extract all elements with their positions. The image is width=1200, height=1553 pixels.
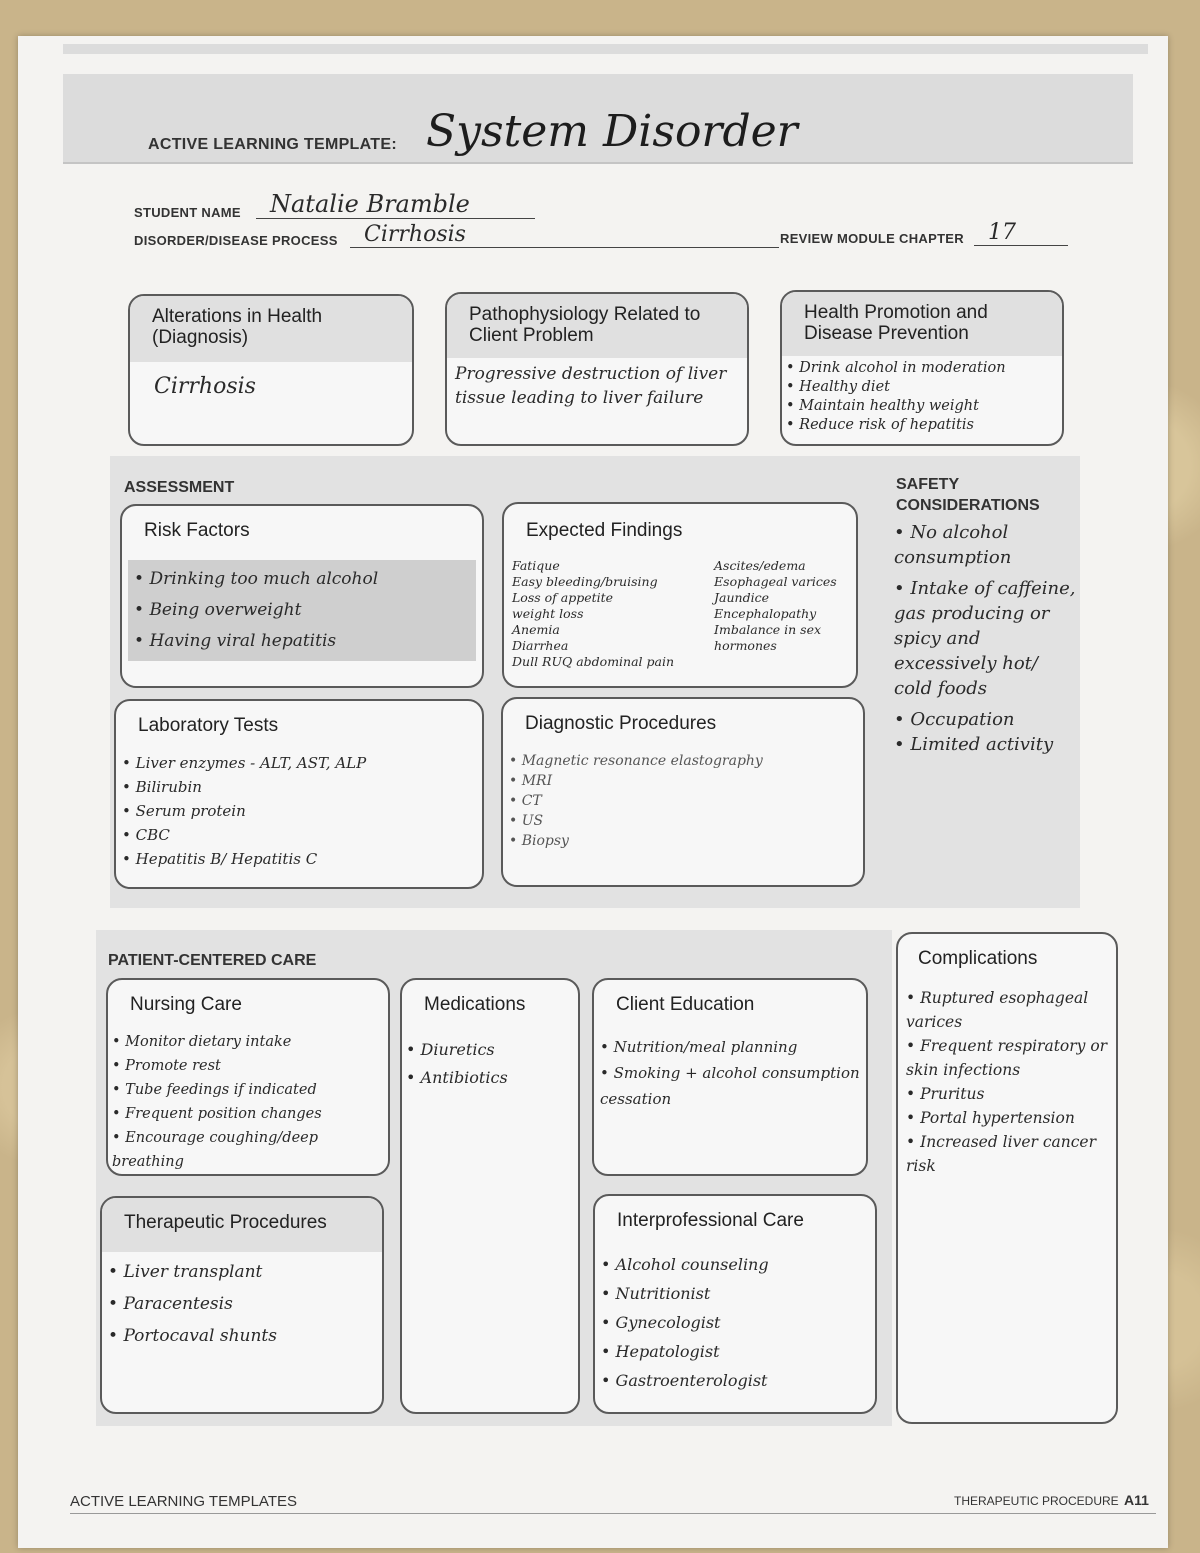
finding-item: weight loss xyxy=(512,606,584,621)
safety-item: • Intake of caffeine, gas producing or spicy and excessively hot/ cold foods xyxy=(894,578,1076,699)
medications-title: Medications xyxy=(424,994,526,1015)
pathophysiology-body: Progressive destruction of liver tissue leading to liver failure xyxy=(455,364,727,408)
therapeutic-procedure-item: • Paracentesis xyxy=(108,1288,376,1320)
medication-item: • Antibiotics xyxy=(406,1064,574,1092)
disorder-label: DISORDER/DISEASE PROCESS xyxy=(134,233,338,248)
complication-item: • Portal hypertension xyxy=(906,1106,1112,1130)
nursing-care-title: Nursing Care xyxy=(130,994,242,1015)
finding-item: Dull RUQ abdominal pain xyxy=(512,654,675,669)
safety-item: • Limited activity xyxy=(894,734,1054,755)
interprofessional-care-box xyxy=(593,1194,877,1414)
risk-factor-item: • Having viral hepatitis xyxy=(134,626,470,657)
nursing-care-item: • Monitor dietary intake xyxy=(112,1030,384,1054)
complication-item: • Frequent respiratory or skin infections xyxy=(906,1034,1112,1082)
nursing-care-item: • Frequent position changes xyxy=(112,1102,384,1126)
footer-left: ACTIVE LEARNING TEMPLATES xyxy=(70,1493,297,1510)
finding-item: Easy bleeding/bruising xyxy=(512,574,658,589)
alterations-title: Alterations in Health (Diagnosis) xyxy=(130,296,412,362)
footer-page-number: A11 xyxy=(1124,1492,1149,1508)
interprofessional-care-title: Interprofessional Care xyxy=(617,1210,804,1231)
risk-factors-title: Risk Factors xyxy=(144,520,250,541)
diagnostic-item: • CT xyxy=(509,791,857,811)
health-promotion-title: Health Promotion and Disease Prevention xyxy=(782,292,1062,356)
top-band xyxy=(63,44,1148,54)
lab-test-item: • CBC xyxy=(122,823,476,847)
health-promotion-box xyxy=(780,290,1064,446)
assessment-label: ASSESSMENT xyxy=(124,479,235,496)
chapter-label: REVIEW MODULE CHAPTER xyxy=(780,231,964,246)
laboratory-tests-box xyxy=(114,699,484,889)
chapter-value: 17 xyxy=(974,220,1068,246)
client-education-title: Client Education xyxy=(616,994,755,1015)
finding-item: Jaundice xyxy=(714,590,769,605)
pathophysiology-box xyxy=(445,292,749,446)
safety-item: • No alcohol consumption xyxy=(894,522,1012,568)
therapeutic-procedures-title: Therapeutic Procedures xyxy=(102,1198,382,1252)
safety-label: SAFETY CONSIDERATIONS xyxy=(896,476,1040,514)
template-page xyxy=(18,36,1168,1548)
health-promotion-item: • Reduce risk of hepatitis xyxy=(786,416,1058,435)
footer-right: THERAPEUTIC PROCEDURE xyxy=(954,1494,1119,1508)
laboratory-tests-title: Laboratory Tests xyxy=(138,715,279,736)
health-promotion-item: • Drink alcohol in moderation xyxy=(786,359,1058,378)
student-name-label: STUDENT NAME xyxy=(134,205,241,220)
client-education-item: • Nutrition/meal planning xyxy=(600,1034,860,1060)
interprofessional-item: • Alcohol counseling xyxy=(601,1250,869,1279)
interprofessional-item: • Gynecologist xyxy=(601,1308,869,1337)
student-name-value: Natalie Bramble xyxy=(256,190,535,219)
template-label: ACTIVE LEARNING TEMPLATE: xyxy=(148,136,397,153)
nursing-care-box xyxy=(106,978,390,1176)
diagnostic-procedures-title: Diagnostic Procedures xyxy=(525,713,717,734)
risk-factor-item: • Being overweight xyxy=(134,595,470,626)
finding-item: Encephalopathy xyxy=(714,606,817,621)
lab-test-item: • Bilirubin xyxy=(122,775,476,799)
complications-box xyxy=(896,932,1118,1424)
health-promotion-item: • Maintain healthy weight xyxy=(786,397,1058,416)
nursing-care-item: • Encourage coughing/deep breathing xyxy=(112,1126,384,1174)
complication-item: • Increased liver cancer risk xyxy=(906,1130,1112,1178)
therapeutic-procedure-item: • Portocaval shunts xyxy=(108,1320,376,1352)
medication-item: • Diuretics xyxy=(406,1036,574,1064)
client-education-box xyxy=(592,978,868,1176)
lab-test-item: • Serum protein xyxy=(122,799,476,823)
nursing-care-item: • Promote rest xyxy=(112,1054,384,1078)
diagnostic-procedures-box xyxy=(501,697,865,887)
safety-item: • Occupation xyxy=(894,709,1015,730)
complications-title: Complications xyxy=(918,948,1038,969)
finding-item: Diarrhea xyxy=(512,638,569,653)
risk-factors-box xyxy=(120,504,484,688)
finding-item: Anemia xyxy=(512,622,560,637)
finding-item: Ascites/edema xyxy=(714,558,806,573)
template-title: System Disorder xyxy=(426,106,798,157)
interprofessional-item: • Hepatologist xyxy=(601,1337,869,1366)
diagnostic-item: • MRI xyxy=(509,771,857,791)
finding-item: Imbalance in sex hormones xyxy=(714,622,822,653)
interprofessional-item: • Nutritionist xyxy=(601,1279,869,1308)
alterations-body: Cirrhosis xyxy=(154,374,256,399)
medications-box xyxy=(400,978,580,1414)
nursing-care-item: • Tube feedings if indicated xyxy=(112,1078,384,1102)
complication-item: • Ruptured esophageal varices xyxy=(906,986,1112,1034)
finding-item: Fatique xyxy=(512,558,560,573)
diagnostic-item: • Biopsy xyxy=(509,831,857,851)
therapeutic-procedure-item: • Liver transplant xyxy=(108,1256,376,1288)
risk-factor-item: • Drinking too much alcohol xyxy=(134,564,470,595)
alterations-box xyxy=(128,294,414,446)
expected-findings-title: Expected Findings xyxy=(526,520,683,541)
complication-item: • Pruritus xyxy=(906,1082,1112,1106)
client-education-item: • Smoking + alcohol consumption cessation xyxy=(600,1060,860,1112)
finding-item: Esophageal varices xyxy=(714,574,837,589)
footer-rule xyxy=(70,1513,1156,1514)
therapeutic-procedures-box xyxy=(100,1196,384,1414)
expected-findings-box xyxy=(502,502,858,688)
lab-test-item: • Liver enzymes - ALT, AST, ALP xyxy=(122,751,476,775)
lab-test-item: • Hepatitis B/ Hepatitis C xyxy=(122,847,476,871)
pathophysiology-title: Pathophysiology Related to Client Problem xyxy=(447,294,747,358)
diagnostic-item: • US xyxy=(509,811,857,831)
health-promotion-item: • Healthy diet xyxy=(786,378,1058,397)
diagnostic-item: • Magnetic resonance elastography xyxy=(509,751,857,771)
disorder-value: Cirrhosis xyxy=(350,222,779,248)
interprofessional-item: • Gastroenterologist xyxy=(601,1366,869,1395)
patient-care-label: PATIENT-CENTERED CARE xyxy=(108,952,317,969)
finding-item: Loss of appetite xyxy=(512,590,614,605)
